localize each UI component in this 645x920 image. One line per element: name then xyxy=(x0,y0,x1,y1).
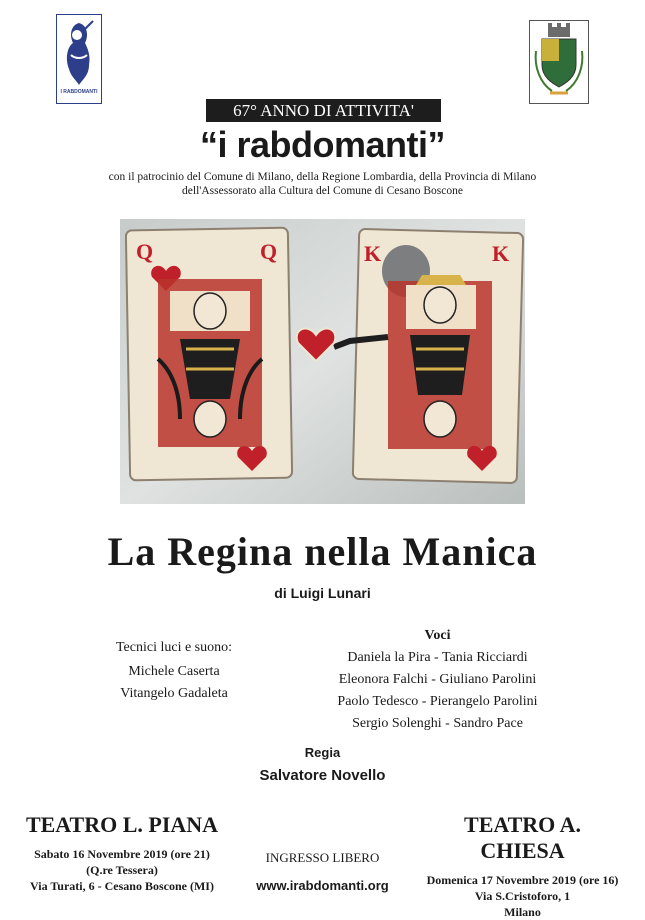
venue-address: Via S.Cristoforo, 1 xyxy=(474,889,571,903)
playing-cards-photo xyxy=(120,219,525,504)
logo-caption: I RABDOMANTI xyxy=(60,89,98,95)
patronage-line-2: dell'Assessorato alla Cultura del Comune di Cesano Boscone xyxy=(182,185,463,197)
venue-name: TEATRO L. PIANA xyxy=(25,812,219,837)
technician-name: Michele Caserta xyxy=(128,664,220,679)
venue-city: Milano xyxy=(504,905,541,919)
svg-text:Q: Q xyxy=(260,239,278,264)
voices-line: Paolo Tedesco - Pierangelo Parolini xyxy=(337,694,538,709)
website-link[interactable]: www.irabdomanti.org xyxy=(256,878,389,893)
technician-name: Vitangelo Gadaleta xyxy=(120,686,228,701)
coat-of-arms-logo xyxy=(529,20,589,104)
company-logo xyxy=(56,14,102,104)
coat-of-arms-icon xyxy=(530,21,588,103)
voices-line: Eleonora Falchi - Giuliano Parolini xyxy=(338,672,537,687)
voices-line: Daniela la Pira - Tania Ricciardi xyxy=(347,650,528,665)
svg-text:K: K xyxy=(492,241,510,266)
voices-heading: Voci xyxy=(424,628,451,643)
svg-text:K: K xyxy=(364,241,382,266)
venue-date: Domenica 17 Novembre 2019 (ore 16) xyxy=(426,873,619,887)
svg-text:Q: Q xyxy=(136,239,154,264)
venue-date: Sabato 16 Novembre 2019 (ore 21) xyxy=(34,847,210,861)
playing-cards-illustration xyxy=(120,219,525,504)
admission-text: INGRESSO LIBERO xyxy=(265,850,380,865)
venue-name: TEATRO A. CHIESA xyxy=(464,812,581,863)
venue-note: (Q.re Tessera) xyxy=(86,863,158,877)
play-author: di Luigi Lunari xyxy=(274,585,371,601)
venue-right xyxy=(420,812,625,920)
director-name: Salvatore Novello xyxy=(259,767,386,784)
direction-heading: Regia xyxy=(304,745,341,760)
venue-address: Via Turati, 6 - Cesano Boscone (MI) xyxy=(30,879,214,893)
anniversary-banner: 67° ANNO DI ATTIVITA' xyxy=(206,99,441,122)
queen-card xyxy=(126,228,292,481)
technicians-heading: Tecnici luci e suono: xyxy=(115,640,233,655)
patronage-line-1: con il patrocinio del Comune di Milano, della Regione Lombardia, della Provincia di Milano xyxy=(108,171,537,183)
play-title: La Regina nella Manica xyxy=(107,529,538,574)
company-name: “i rabdomanti” xyxy=(199,124,446,165)
voices-line: Sergio Solenghi - Sandro Pace xyxy=(352,716,523,731)
